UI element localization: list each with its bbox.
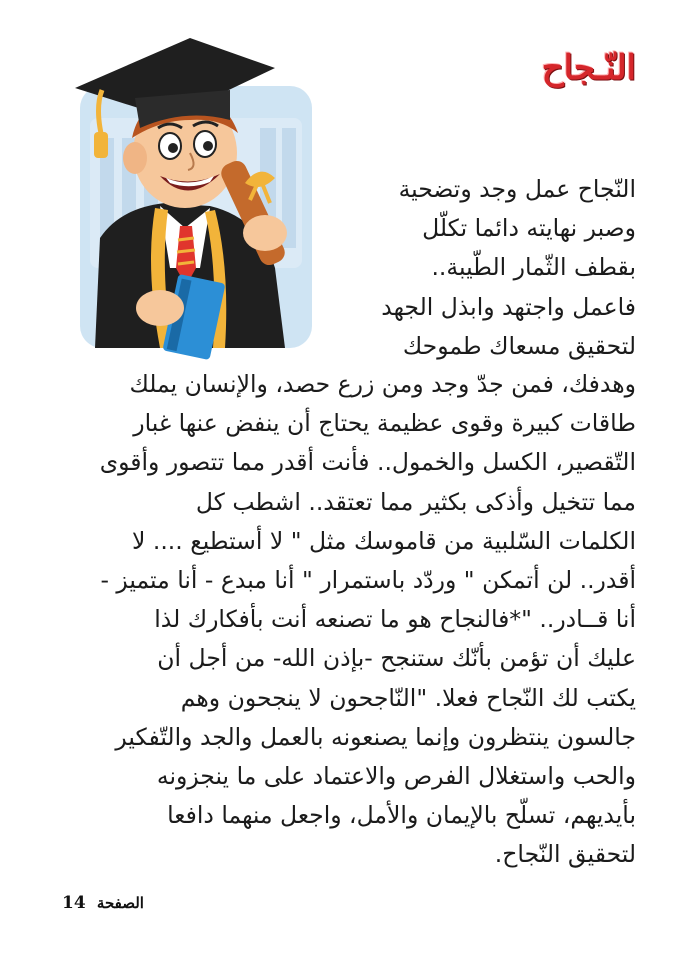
text-line: أقدر.. لن أتمكن " وردّد باستمرار " أنا مبدع - أنا متميز - bbox=[100, 565, 636, 594]
text-line: أنا قــادر.. "*فالنجاح هو ما تصنعه أنت بأفكارك لذا bbox=[154, 605, 636, 634]
page-number: 14 bbox=[62, 893, 86, 913]
intro-paragraph bbox=[381, 170, 636, 366]
text-line: يكتب لك النّجاح فعلا. "النّاجحون لا ينجحون وهم bbox=[180, 683, 636, 712]
text-line: طاقات كبيرة وقوى عظيمة يحتاج أن ينفض عنها غبار bbox=[133, 409, 636, 438]
page-label: الصفحة bbox=[96, 894, 144, 912]
text-line: الكلمات السّلبية من قاموسك مثل " لا أستطيع .... لا bbox=[131, 526, 636, 555]
text-line: بقطف الثّمار الطّيبة.. bbox=[431, 253, 636, 282]
text-line: وهدفك، فمن جدّ وجد ومن زرع حصد، والإنسان يملك bbox=[129, 370, 636, 398]
text-line: والحب واستغلال الفرص والاعتماد على ما ينجزونه bbox=[156, 761, 636, 790]
main-paragraph bbox=[100, 365, 636, 874]
text-line: وصبر نهايته دائما تكلّل bbox=[422, 214, 636, 243]
text-line: عليك أن تؤمن بأنّك ستنجح -بإذن الله- من أجل أن bbox=[157, 644, 636, 673]
page-footer bbox=[62, 893, 144, 913]
text-line: مما تتخيل وأذكى بكثير مما تعتقد.. اشطب كل bbox=[195, 487, 636, 516]
text-line: بأيديهم، تسلّح بالإيمان والأمل، واجعل منهما دافعا bbox=[167, 801, 636, 830]
text-line: النّجاح عمل وجد وتضحية bbox=[398, 175, 636, 203]
text-line: لتحقيق النّجاح. bbox=[494, 840, 636, 869]
text-line: التّقصير، الكسل والخمول.. فأنت أقدر مما تتصور وأقوى bbox=[99, 448, 636, 477]
page-title: النّـجاح bbox=[541, 48, 636, 88]
text-line: لتحقيق مسعاك طموحك bbox=[402, 331, 636, 360]
text-line: فاعمل واجتهد وابذل الجهد bbox=[381, 292, 636, 321]
graduate-cartoon-icon bbox=[60, 28, 320, 368]
text-line: جالسون ينتظرون وإنما يصنعونه بالعمل والجد والتّفكير bbox=[115, 722, 636, 751]
